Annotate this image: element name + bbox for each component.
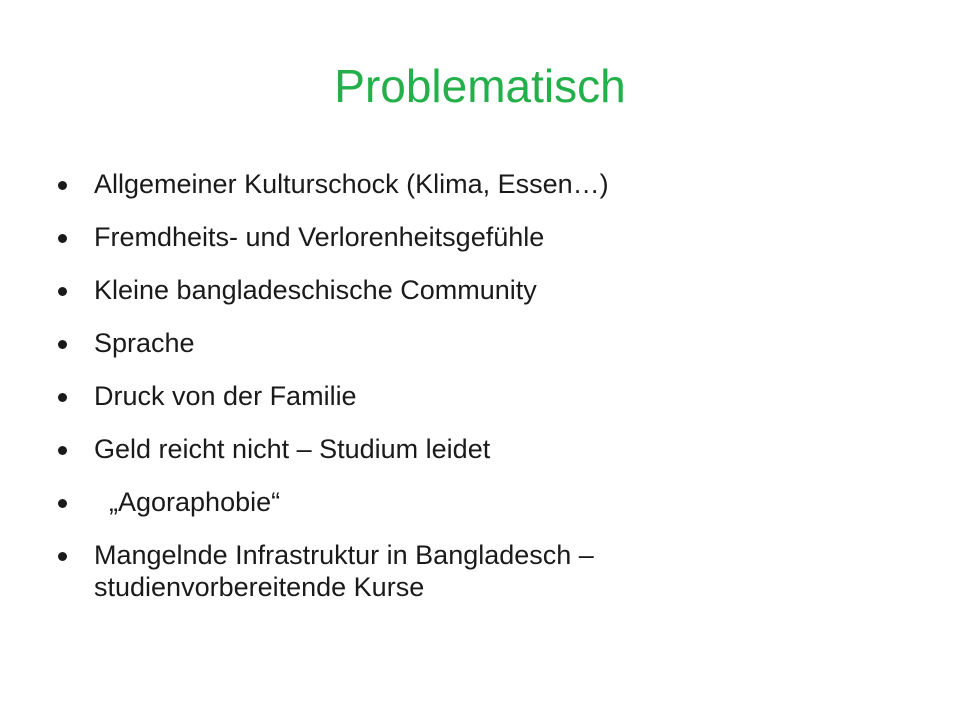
bullet-item <box>52 486 912 518</box>
bullet-item <box>52 274 912 306</box>
bullet-text: Sprache <box>94 328 195 358</box>
bullet-text: Kleine bangladeschische Community <box>94 275 537 305</box>
bullet-icon <box>58 499 67 508</box>
bullet-icon <box>58 393 67 402</box>
bullet-item <box>52 221 912 253</box>
bullet-list <box>52 168 912 603</box>
bullet-icon <box>58 287 67 296</box>
bullet-icon <box>58 181 67 190</box>
bullet-icon <box>58 552 67 561</box>
bullet-text: „Agoraphobie“ <box>94 487 281 517</box>
slide-title: Problematisch <box>334 60 626 112</box>
bullet-icon <box>58 340 67 349</box>
bullet-text: Allgemeiner Kulturschock (Klima, Essen…) <box>94 169 609 199</box>
bullet-icon <box>58 234 67 243</box>
bullet-item <box>52 168 912 200</box>
bullet-text: Mangelnde Infrastruktur in Bangladesch – studienvorbereitende Kurse <box>94 540 594 602</box>
bullet-item <box>52 327 912 359</box>
bullet-text: Geld reicht nicht – Studium leidet <box>94 434 491 464</box>
bullet-text: Fremdheits- und Verlorenheitsgefühle <box>94 222 545 252</box>
bullet-item <box>52 539 912 603</box>
bullet-icon <box>58 446 67 455</box>
bullet-item <box>52 433 912 465</box>
bullet-text: Druck von der Familie <box>94 381 357 411</box>
bullet-item <box>52 380 912 412</box>
